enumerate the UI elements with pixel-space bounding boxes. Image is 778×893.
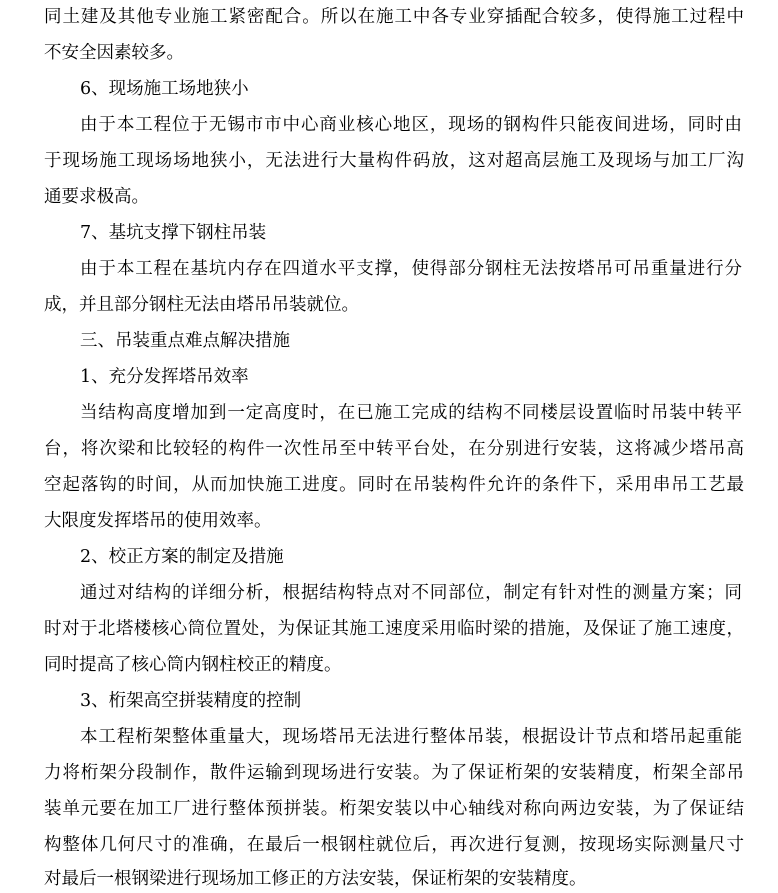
- section-heading: 3、桁架高空拼装精度的控制: [80, 691, 302, 711]
- paragraph-line: 当结构高度增加到一定高度时，在已施工完成的结构不同楼层设置临时吊装中转平: [80, 403, 742, 423]
- section-heading: 2、校正方案的制定及措施: [80, 547, 284, 567]
- paragraph-line: 通过对结构的详细分析，根据结构特点对不同部位，制定有针对性的测量方案；同: [80, 583, 742, 603]
- paragraph-line: 装单元要在加工厂进行整体预拼装。桁架安装以中心轴线对称向两边安装，为了保证结: [44, 799, 744, 819]
- paragraph-line: 由于本工程在基坑内存在四道水平支撑，使得部分钢柱无法按塔吊可吊重量进行分: [80, 259, 742, 279]
- paragraph-line: 本工程桁架整体重量大，现场塔吊无法进行整体吊装，根据设计节点和塔吊起重能: [80, 727, 742, 747]
- paragraph-line: 空起落钩的时间，从而加快施工进度。同时在吊装构件允许的条件下，采用串吊工艺最: [44, 475, 744, 495]
- chapter-heading: 三、吊装重点难点解决措施: [80, 331, 290, 351]
- paragraph-line: 同土建及其他专业施工紧密配合。所以在施工中各专业穿插配合较多，使得施工过程中: [44, 7, 744, 27]
- paragraph-line: 于现场施工现场场地狭小，无法进行大量构件码放，这对超高层施工及现场与加工厂沟: [44, 151, 744, 171]
- paragraph-line: 构整体几何尺寸的准确，在最后一根钢柱就位后，再次进行复测，按现场实际测量尺寸: [44, 835, 744, 855]
- paragraph-line: 不安全因素较多。: [44, 43, 184, 63]
- paragraph-line: 成，并且部分钢柱无法由塔吊吊装就位。: [44, 295, 359, 315]
- paragraph-line: 由于本工程位于无锡市市中心商业核心地区，现场的钢构件只能夜间进场，同时由: [80, 115, 742, 135]
- paragraph-line: 时对于北塔楼核心筒位置处，为保证其施工速度采用临时梁的措施，及保证了施工速度，: [44, 619, 744, 639]
- paragraph-line: 力将桁架分段制作，散件运输到现场进行安装。为了保证桁架的安装精度，桁架全部吊: [44, 763, 744, 783]
- paragraph-line: 对最后一根钢梁进行现场加工修正的方法安装，保证桁架的安装精度。: [44, 869, 587, 889]
- paragraph-line: 大限度发挥塔吊的使用效率。: [44, 511, 272, 531]
- section-heading: 6、现场施工场地狭小: [80, 79, 249, 99]
- paragraph-line: 台，将次梁和比较轻的构件一次性吊至中转平台处，在分别进行安装，这将减少塔吊高: [44, 439, 744, 459]
- section-heading: 7、基坑支撑下钢柱吊装: [80, 223, 267, 243]
- paragraph-line: 通要求极高。: [44, 187, 149, 207]
- section-heading: 1、充分发挥塔吊效率: [80, 367, 249, 387]
- paragraph-line: 同时提高了核心筒内钢柱校正的精度。: [44, 655, 342, 675]
